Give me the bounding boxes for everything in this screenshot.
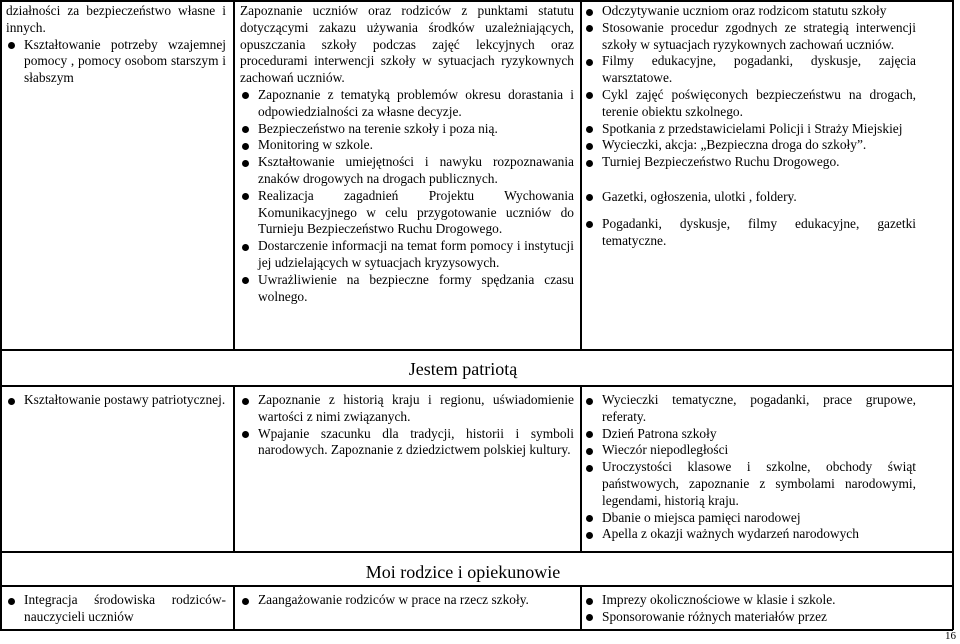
s3-col3 [584,592,916,628]
list-item: Spotkania z przedstawicielami Policji i Straży Miejskiej [584,121,916,138]
list-item: Zapoznanie z tematyką problemów okresu dorastania i odpowiedzialności za własne decyzje. [240,87,574,121]
list-item: Dbanie o miejsca pamięci narodowej [584,510,916,527]
list-item: Kształtowanie postawy patriotycznej. [6,392,226,409]
s2-col2-list [240,392,574,459]
list-item: Dostarczenie informacji na temat form pomocy i instytucji jej udzielających w sytuacjach kryzysowych. [240,238,574,272]
s1-col2 [240,3,574,347]
s3-col2-list [240,592,574,609]
rule-banner2-bottom [0,585,953,587]
list-item: Sponsorowanie różnych materiałów przez [584,609,916,626]
s1-col2-list [240,3,574,305]
list-item: Wycieczki tematyczne, pogadanki, prace grupowe, referaty. [584,392,916,426]
col-divider-2 [580,585,582,630]
rule-bottom [0,629,953,631]
s2-col3 [584,392,916,548]
list-item: Uroczystości klasowe i szkolne, obchody świąt państwowych, zapoznanie z symbolami narodowymi, legendami, historią kraju. [584,459,916,509]
list-item: Realizacja zagadnień Projektu Wychowania Komunikacyjnego w celu przygotowanie uczniów do Turnieju Bezpieczeństwo Ruchu Drogowego. [240,188,574,238]
list-item: działności za bezpieczeństwo własne i innych. [6,3,226,35]
s2-col1-list [6,392,226,409]
col-divider-1 [233,585,235,630]
list-item: Imprezy okolicznościowe w klasie i szkole. [584,592,916,609]
list-item: Integracja środowiska rodziców- nauczycieli uczniów [6,592,226,626]
list-item: Wycieczki, akcja: „Bezpieczna droga do szkoły”. [584,137,916,154]
list-item: Turniej Bezpieczeństwo Ruchu Drogowego. [584,154,916,171]
list-item: Zaangażowanie rodziców w prace na rzecz szkoły. [240,592,574,609]
list-item: Monitoring w szkole. [240,137,574,154]
s3-col3-list [584,592,916,626]
s1-col1 [6,3,226,347]
list-item: Zapoznanie z historią kraju i regionu, uświadomienie wartości z nimi związanych. [240,392,574,426]
list-item: Dzień Patrona szkoły [584,426,916,443]
section-title-moi-rodzice: Moi rodzice i opiekunowie [365,562,561,582]
list-item: Wpajanie szacunku dla tradycji, historii i symboli narodowych. Zapoznanie z dziedzictwem polskiej kultury. [240,426,574,460]
list-item: Zapoznanie uczniów oraz rodziców z punktami statutu dotyczącymi zakazu używania środków uzależniających, opuszczania szkoły podczas zajęć lekcyjnych oraz procedurami interwencji szkoły w sytuacjach ryzykownych zachowań uczniów. [240,3,574,86]
s2-col2 [240,392,574,548]
s2-col3-list [584,392,916,543]
list-item: Pogadanki, dyskusje, filmy edukacyjne, gazetki tematyczne. [584,216,916,250]
col-divider-2 [580,0,582,350]
border-right [952,0,954,630]
list-item: Odczytywanie uczniom oraz rodzicom statutu szkoły [584,3,916,20]
list-item: Apella z okazji ważnych wydarzeń narodowych [584,526,916,543]
list-item: Wieczór niepodległości [584,442,916,459]
rule-banner1-top [0,349,953,351]
s2-col1 [6,392,226,548]
s3-col2 [240,592,574,628]
col-divider-1 [233,385,235,552]
s3-col1-list [6,592,226,626]
rule-top [0,0,953,2]
list-item: Gazetki, ogłoszenia, ulotki , foldery. [584,189,916,206]
section-title-jestem-patriota: Jestem patriotą [408,359,518,379]
page-number: 16 [945,630,956,642]
list-item: Kształtowanie potrzeby wzajemnej pomocy , pomocy osobom starszym i słabszym [6,37,226,87]
list-item: Stosowanie procedur zgodnych ze strategią interwencji szkoły w sytuacjach ryzykownych zachowań uczniów. [584,20,916,54]
list-item: Filmy edukacyjne, pogadanki, dyskusje, zajęcia warsztatowe. [584,53,916,87]
list-item: Uwrażliwienie na bezpieczne formy spędzania czasu wolnego. [240,272,574,306]
s3-col1 [6,592,226,628]
list-item: Bezpieczeństwo na terenie szkoły i poza nią. [240,121,574,138]
list-item: Cykl zajęć poświęconych bezpieczeństwu na drogach, terenie obiektu szkolnego. [584,87,916,121]
rule-banner2-top [0,551,953,553]
border-left [0,0,2,630]
s1-col3 [584,3,916,347]
s1-col3-list [584,3,916,249]
s1-col1-list [6,3,226,87]
rule-banner1-bottom [0,385,953,387]
col-divider-1 [233,0,235,350]
list-item: Kształtowanie umiejętności i nawyku rozpoznawania znaków drogowych na drogach publicznych. [240,154,574,188]
col-divider-2 [580,385,582,552]
